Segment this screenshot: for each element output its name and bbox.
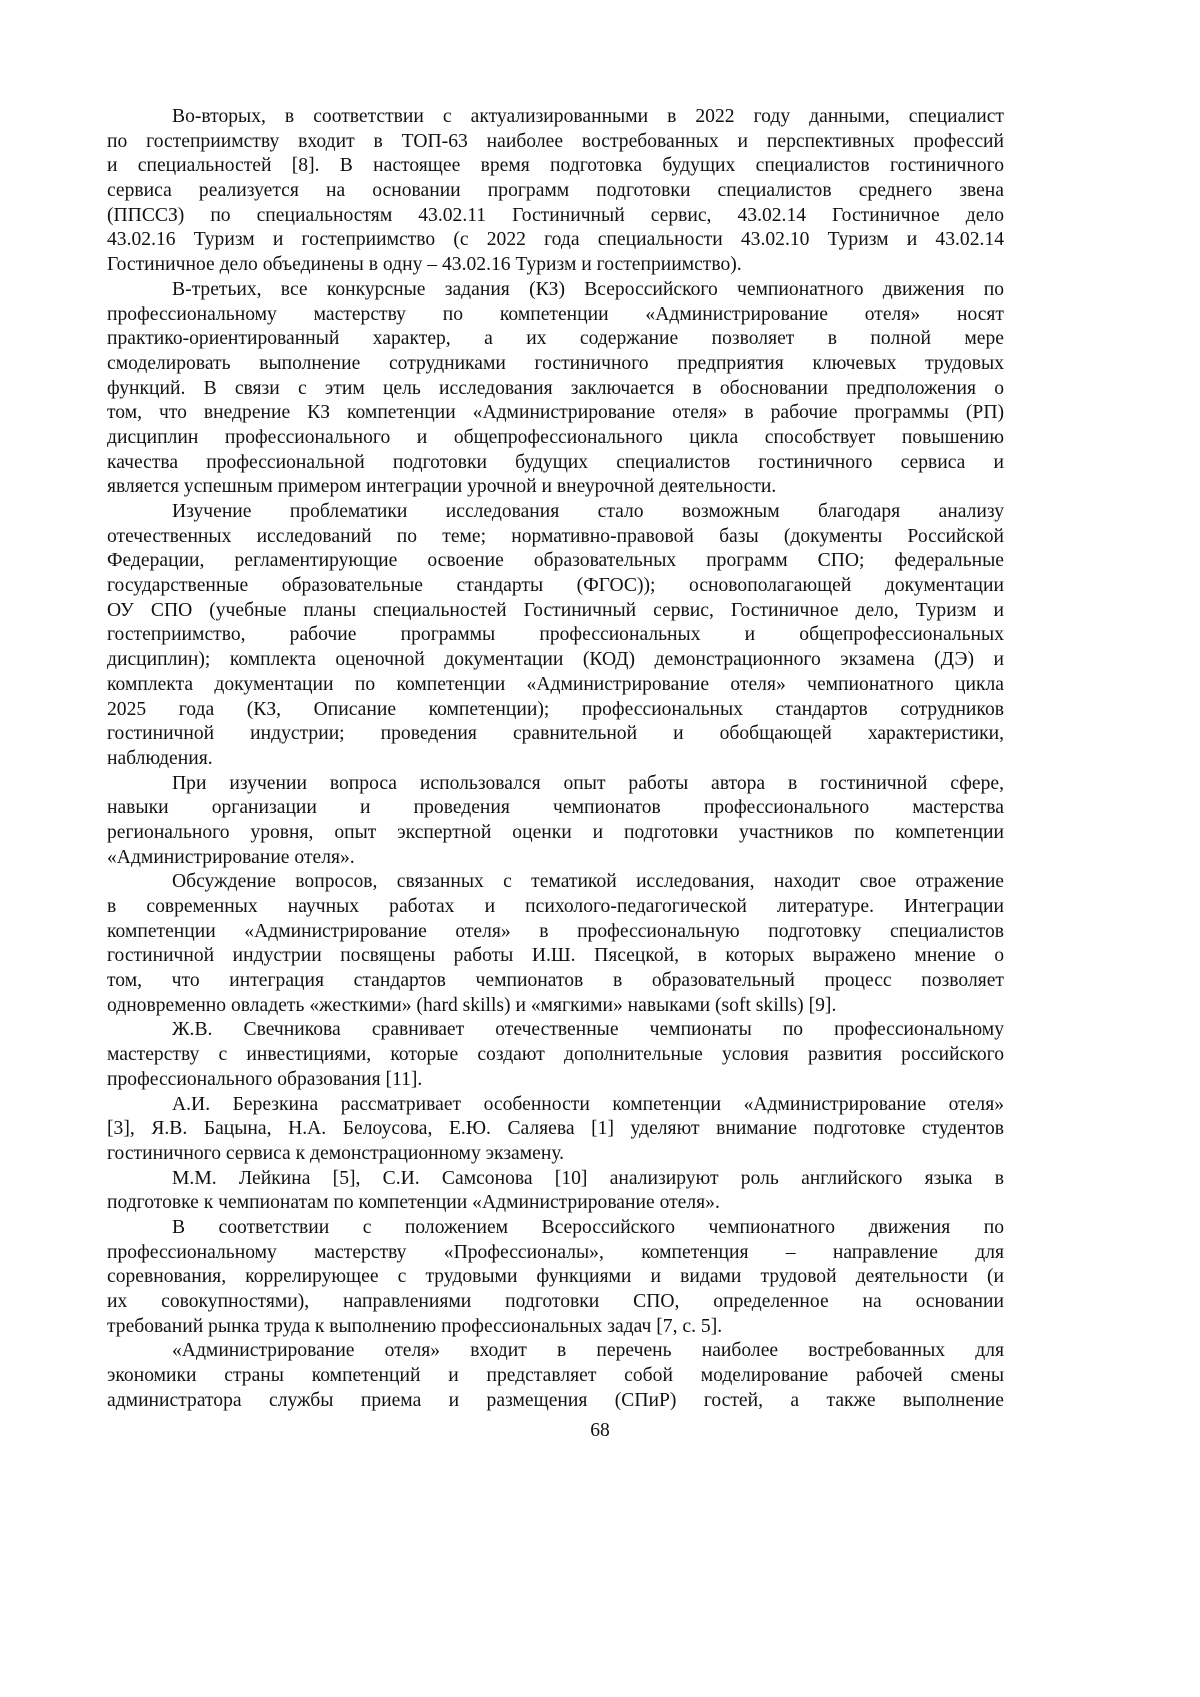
paragraph <box>107 1216 1004 1339</box>
text-line: гостеприимство, рабочие программы профессиональных и общепрофессиональных <box>107 624 1004 646</box>
text-line: по гостеприимству входит в ТОП-63 наиболее востребованных и перспективных профессий <box>107 130 1004 152</box>
text-line: компетенции «Администрирование отеля» в профессиональную подготовку специалистов <box>107 920 1004 942</box>
paragraph <box>107 1018 1004 1092</box>
text-line: «Администрирование отеля». <box>107 846 355 868</box>
text-line: гостиничной индустрии; проведения сравнительной и обобщающей характеристики, <box>107 723 1004 745</box>
text-line: функций. В связи с этим цель исследования заключается в обосновании предположения о <box>107 377 1004 399</box>
page-number: 68 <box>590 1420 610 1441</box>
text-line: ОУ СПО (учебные планы специальностей Гостиничный сервис, Гостиничное дело, Туризм и <box>107 599 1004 621</box>
text-line: 43.02.16 Туризм и гостеприимство (с 2022 года специальности 43.02.10 Туризм и 43.02.14 <box>107 229 1004 251</box>
paragraph <box>107 278 1004 500</box>
paragraph <box>107 1167 1004 1216</box>
text-line: соревнования, коррелирующее с трудовыми функциями и видами трудовой деятельности (и <box>107 1266 1004 1288</box>
text-line: дисциплин); комплекта оценочной документации (КОД) демонстрационного экзамена (ДЭ) и <box>107 649 1004 671</box>
text-line: При изучении вопроса использовался опыт работы автора в гостиничной сфере, <box>172 772 1004 794</box>
text-line: том, что интеграция стандартов чемпионатов в образовательный процесс позволяет <box>107 970 1004 992</box>
text-line: Гостиничное дело объединены в одну – 43.02.16 Туризм и гостеприимство). <box>107 254 742 276</box>
text-line: одновременно овладеть «жесткими» (hard skills) и «мягкими» навыками (soft skills) [9]. <box>107 994 837 1016</box>
text-line: экономики страны компетенций и представляет собой моделирование рабочей смены <box>107 1365 1004 1387</box>
text-line: М.М. Лейкина [5], С.И. Самсонова [10] анализируют роль английского языка в <box>172 1167 1004 1189</box>
paragraph <box>107 1339 1004 1413</box>
text-line: отечественных исследований по теме; нормативно-правовой базы (документы Российской <box>107 525 1004 547</box>
text-line: 2025 года (КЗ, Описание компетенции); профессиональных стандартов сотрудников <box>107 698 1004 720</box>
text-line: требований рынка труда к выполнению профессиональных задач [7, с. 5]. <box>107 1315 723 1337</box>
document-body <box>107 105 1004 1413</box>
text-line: Изучение проблематики исследования стало возможным благодаря анализу <box>172 501 1004 522</box>
text-line: гостиничного сервиса к демонстрационному экзамену. <box>107 1142 565 1164</box>
text-line: профессиональному мастерству «Профессионалы», компетенция – направление для <box>107 1241 1004 1263</box>
text-line: [3], Я.В. Бацына, Н.А. Белоусова, Е.Ю. Саляева [1] уделяют внимание подготовке студентов <box>107 1118 1004 1140</box>
text-line: В-третьих, все конкурсные задания (КЗ) Всероссийского чемпионатного движения по <box>172 278 1004 300</box>
text-line: смоделировать выполнение сотрудниками гостиничного предприятия ключевых трудовых <box>107 352 1004 374</box>
text-line: дисциплин профессионального и общепрофессионального цикла способствует повышению <box>107 426 1004 448</box>
paragraph <box>107 500 1004 772</box>
text-line: их совокупностями), направлениями подготовки СПО, определенное на основании <box>107 1291 1004 1312</box>
text-line: администратора службы приема и размещения (СПиР) гостей, а также выполнение <box>107 1389 1004 1411</box>
text-line: сервиса реализуется на основании программ подготовки специалистов среднего звена <box>107 180 1004 202</box>
paragraph <box>107 1093 1004 1167</box>
text-line: Федерации, регламентирующие освоение образовательных программ СПО; федеральные <box>107 550 1004 572</box>
paragraph <box>107 870 1004 1018</box>
text-line: (ППССЗ) по специальностям 43.02.11 Гостиничный сервис, 43.02.14 Гостиничное дело <box>107 204 1004 226</box>
text-line: том, что внедрение КЗ компетенции «Администрирование отеля» в рабочие программы (РП) <box>107 402 1004 424</box>
text-line: профессиональному мастерству по компетенции «Администрирование отеля» носят <box>107 303 1004 325</box>
text-line: комплекта документации по компетенции «Администрирование отеля» чемпионатного цикла <box>107 673 1004 695</box>
text-line: качества профессиональной подготовки будущих специалистов гостиничного сервиса и <box>107 451 1004 473</box>
text-line: Во-вторых, в соответствии с актуализированными в 2022 году данными, специалист <box>172 106 1004 127</box>
paragraph <box>107 105 1004 278</box>
text-line: гостиничной индустрии посвящены работы И.Ш. Пясецкой, в которых выражено мнение о <box>107 945 1004 967</box>
text-line: наблюдения. <box>107 747 213 769</box>
text-line: в современных научных работах и психолого-педагогической литературе. Интеграции <box>107 896 1004 917</box>
text-line: и специальностей [8]. В настоящее время подготовка будущих специалистов гостиничного <box>107 155 1004 177</box>
text-line: навыки организации и проведения чемпионатов профессионального мастерства <box>107 797 1004 819</box>
text-line: Ж.В. Свечникова сравнивает отечественные чемпионаты по профессиональному <box>172 1019 1004 1041</box>
text-line: Обсуждение вопросов, связанных с тематикой исследования, находит свое отражение <box>172 871 1004 893</box>
text-line: подготовке к чемпионатам по компетенции «Администрирование отеля». <box>107 1192 720 1214</box>
text-line: государственные образовательные стандарты (ФГОС)); основополагающей документации <box>107 575 1004 597</box>
text-line: «Администрирование отеля» входит в перечень наиболее востребованных для <box>172 1340 1004 1362</box>
text-line: В соответствии с положением Всероссийского чемпионатного движения по <box>172 1216 1004 1238</box>
text-line: является успешным примером интеграции урочной и внеурочной деятельности. <box>107 476 777 498</box>
paragraph <box>107 772 1004 871</box>
text-line: профессионального образования [11]. <box>107 1068 423 1090</box>
text-line: практико-ориентированный характер, а их содержание позволяет в полной мере <box>107 328 1004 350</box>
text-line: регионального уровня, опыт экспертной оценки и подготовки участников по компетенции <box>107 821 1004 843</box>
text-line: мастерству с инвестициями, которые создают дополнительные условия развития российского <box>107 1044 1004 1066</box>
text-line: А.И. Березкина рассматривает особенности компетенции «Администрирование отеля» <box>172 1093 1004 1115</box>
